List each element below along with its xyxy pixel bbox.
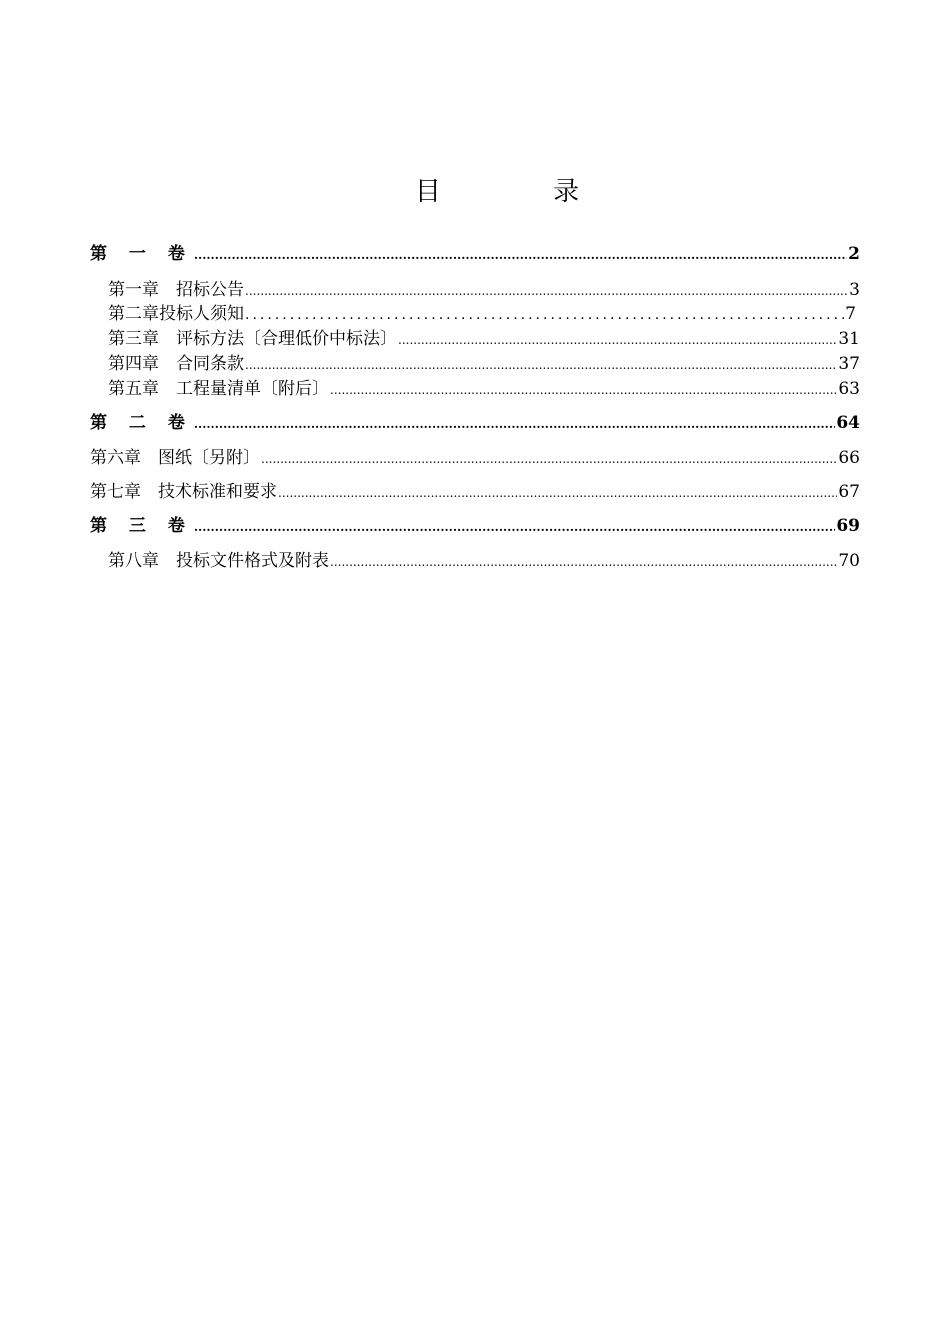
- toc-entry-chapter-6[interactable]: [90, 446, 860, 470]
- toc-entry-page: 64: [836, 413, 860, 433]
- toc-entry-page: 69: [836, 516, 860, 536]
- toc-entry-label: 第一章 招标公告: [108, 280, 244, 300]
- dot-leader: [278, 481, 837, 505]
- toc-entry-page: 63: [838, 379, 860, 399]
- toc-entry-chapter-2[interactable]: [108, 302, 856, 326]
- toc-entry-chapter-4[interactable]: [108, 352, 860, 376]
- dot-leader: [330, 550, 837, 574]
- toc-entry-page: 31: [838, 329, 860, 349]
- toc-entry-chapter-1[interactable]: [108, 278, 860, 302]
- dot-leader: [261, 447, 837, 471]
- toc-entry-page: 67: [838, 482, 860, 502]
- toc-entry-label: 第 一 卷: [90, 244, 193, 264]
- dot-leader: [194, 412, 835, 436]
- toc-entry-page: 70: [838, 551, 860, 571]
- toc-entry-page: 2: [848, 244, 860, 264]
- dot-leader: [245, 303, 844, 327]
- toc-entry-label: 第四章 合同条款: [108, 354, 244, 374]
- toc-entry-volume-2[interactable]: [90, 411, 860, 435]
- dot-leader: [330, 378, 837, 402]
- dot-leader: [398, 328, 837, 352]
- toc-entry-chapter-5[interactable]: [108, 377, 860, 401]
- toc-entry-label: 第三章 评标方法〔合理低价中标法〕: [108, 329, 397, 349]
- toc-entry-chapter-3[interactable]: [108, 327, 860, 351]
- toc-entry-page: 3: [849, 280, 860, 300]
- toc-entry-chapter-7[interactable]: [90, 480, 860, 504]
- dot-leader: [245, 279, 848, 303]
- toc-entry-chapter-8[interactable]: [108, 549, 860, 573]
- toc-entry-page: 66: [838, 448, 860, 468]
- dot-leader: [194, 243, 847, 267]
- toc-entry-label: 第七章 技术标准和要求: [90, 482, 277, 502]
- toc-entry-label: 第 三 卷: [90, 516, 193, 536]
- toc-entry-label: 第六章 图纸〔另附〕: [90, 448, 260, 468]
- toc-entry-volume-3[interactable]: [90, 514, 860, 538]
- toc-entry-label: 第 二 卷: [90, 413, 193, 433]
- toc-entry-volume-1[interactable]: [90, 242, 860, 266]
- dot-leader: [194, 515, 835, 539]
- toc-entry-label: 第八章 投标文件格式及附表: [108, 551, 329, 571]
- toc-title: 目 录: [414, 177, 632, 207]
- toc-entry-label: 第五章 工程量清单〔附后〕: [108, 379, 329, 399]
- toc-entry-label: 第二章投标人须知: [108, 304, 244, 324]
- toc-entry-page: 37: [838, 354, 860, 374]
- dot-leader: [245, 353, 837, 377]
- toc-entry-page: 7: [845, 304, 856, 324]
